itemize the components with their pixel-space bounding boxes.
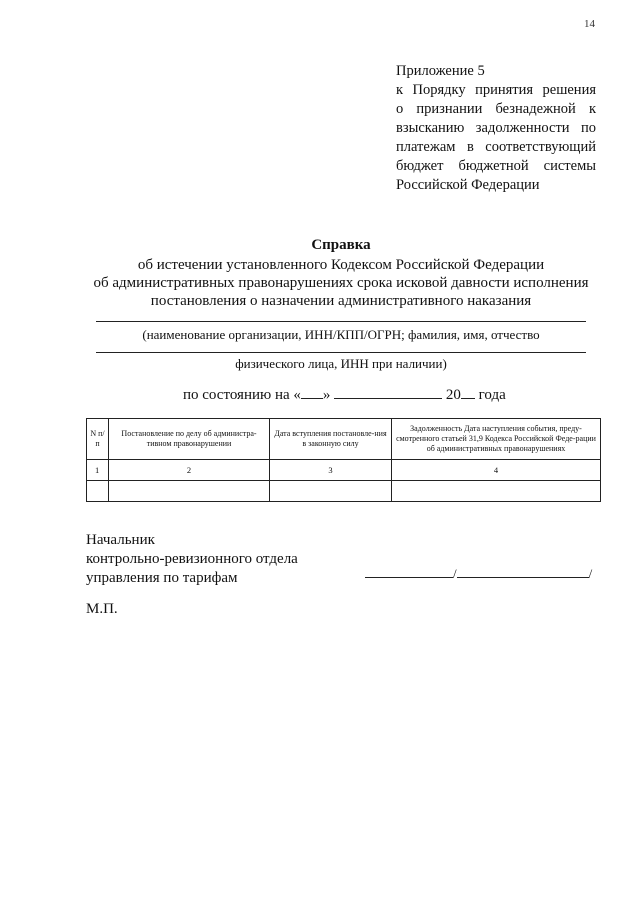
table-cell bbox=[87, 481, 109, 502]
signatory-department: контрольно-ревизионного отдела bbox=[86, 551, 298, 567]
table-number-row bbox=[87, 460, 601, 481]
table-cell bbox=[392, 481, 601, 502]
appendix-line: бюджет бюджетной системы bbox=[396, 158, 596, 174]
date-middle: » bbox=[322, 387, 331, 403]
table-row bbox=[87, 481, 601, 502]
organization-fill-line bbox=[96, 321, 586, 322]
table-cell bbox=[109, 481, 270, 502]
appendix-line: Приложение 5 bbox=[396, 63, 485, 79]
appendix-line: взысканию задолженности по bbox=[396, 120, 596, 136]
person-hint: физического лица, ИНН при наличии) bbox=[235, 356, 447, 371]
signature-line bbox=[365, 566, 592, 582]
appendix-line: платежам в соответствующий bbox=[396, 139, 596, 155]
header-cell: Постановление по делу об администра-тивном правонарушении bbox=[109, 419, 270, 460]
debt-table bbox=[86, 418, 601, 502]
subtitle-line: об истечении установленного Кодексом Российской Федерации bbox=[137, 257, 545, 273]
signature-separator: / bbox=[588, 566, 593, 581]
table-cell bbox=[270, 481, 392, 502]
date-suffix: года bbox=[478, 387, 506, 403]
date-prefix: по состоянию на « bbox=[183, 387, 301, 403]
organization-hint: (наименование организации, ИНН/КПП/ОГРН; фамилия, имя, отчество bbox=[142, 327, 540, 342]
table-header-row bbox=[87, 419, 601, 460]
appendix-line: к Порядку принятия решения bbox=[396, 82, 596, 98]
header-cell: N п/п bbox=[87, 419, 109, 460]
month-blank bbox=[334, 386, 442, 399]
signatory-title: Начальник bbox=[86, 532, 155, 548]
number-cell: 3 bbox=[270, 460, 392, 481]
appendix-block bbox=[396, 62, 596, 195]
day-blank bbox=[301, 386, 323, 399]
year-prefix: 20 bbox=[445, 387, 461, 403]
document-title: Справка bbox=[311, 237, 371, 253]
appendix-line: Российской Федерации bbox=[396, 177, 540, 193]
signature-separator: / bbox=[453, 566, 457, 581]
header-cell: Задолженность Дата наступления события, преду-смотренного статьей 31,9 Кодекса Российской Феде-рации об административных правонарушениях bbox=[392, 419, 601, 460]
number-cell: 2 bbox=[109, 460, 270, 481]
date-line bbox=[183, 386, 506, 404]
signature-blank bbox=[365, 566, 453, 578]
stamp-placeholder: М.П. bbox=[86, 601, 118, 617]
subtitle-line: об административных правонарушениях срока исковой давности исполнения bbox=[93, 275, 589, 291]
page-number: 14 bbox=[584, 18, 595, 30]
subtitle-line: постановления о назначении административного наказания bbox=[150, 293, 532, 309]
number-cell: 1 bbox=[87, 460, 109, 481]
signatory-division: управления по тарифам bbox=[86, 570, 238, 586]
number-cell: 4 bbox=[392, 460, 601, 481]
year-blank bbox=[461, 386, 475, 399]
header-cell: Дата вступления постановле-ния в законную силу bbox=[270, 419, 392, 460]
person-fill-line bbox=[96, 352, 586, 353]
appendix-line: о признании безнадежной к bbox=[396, 101, 596, 117]
name-blank bbox=[457, 566, 589, 578]
